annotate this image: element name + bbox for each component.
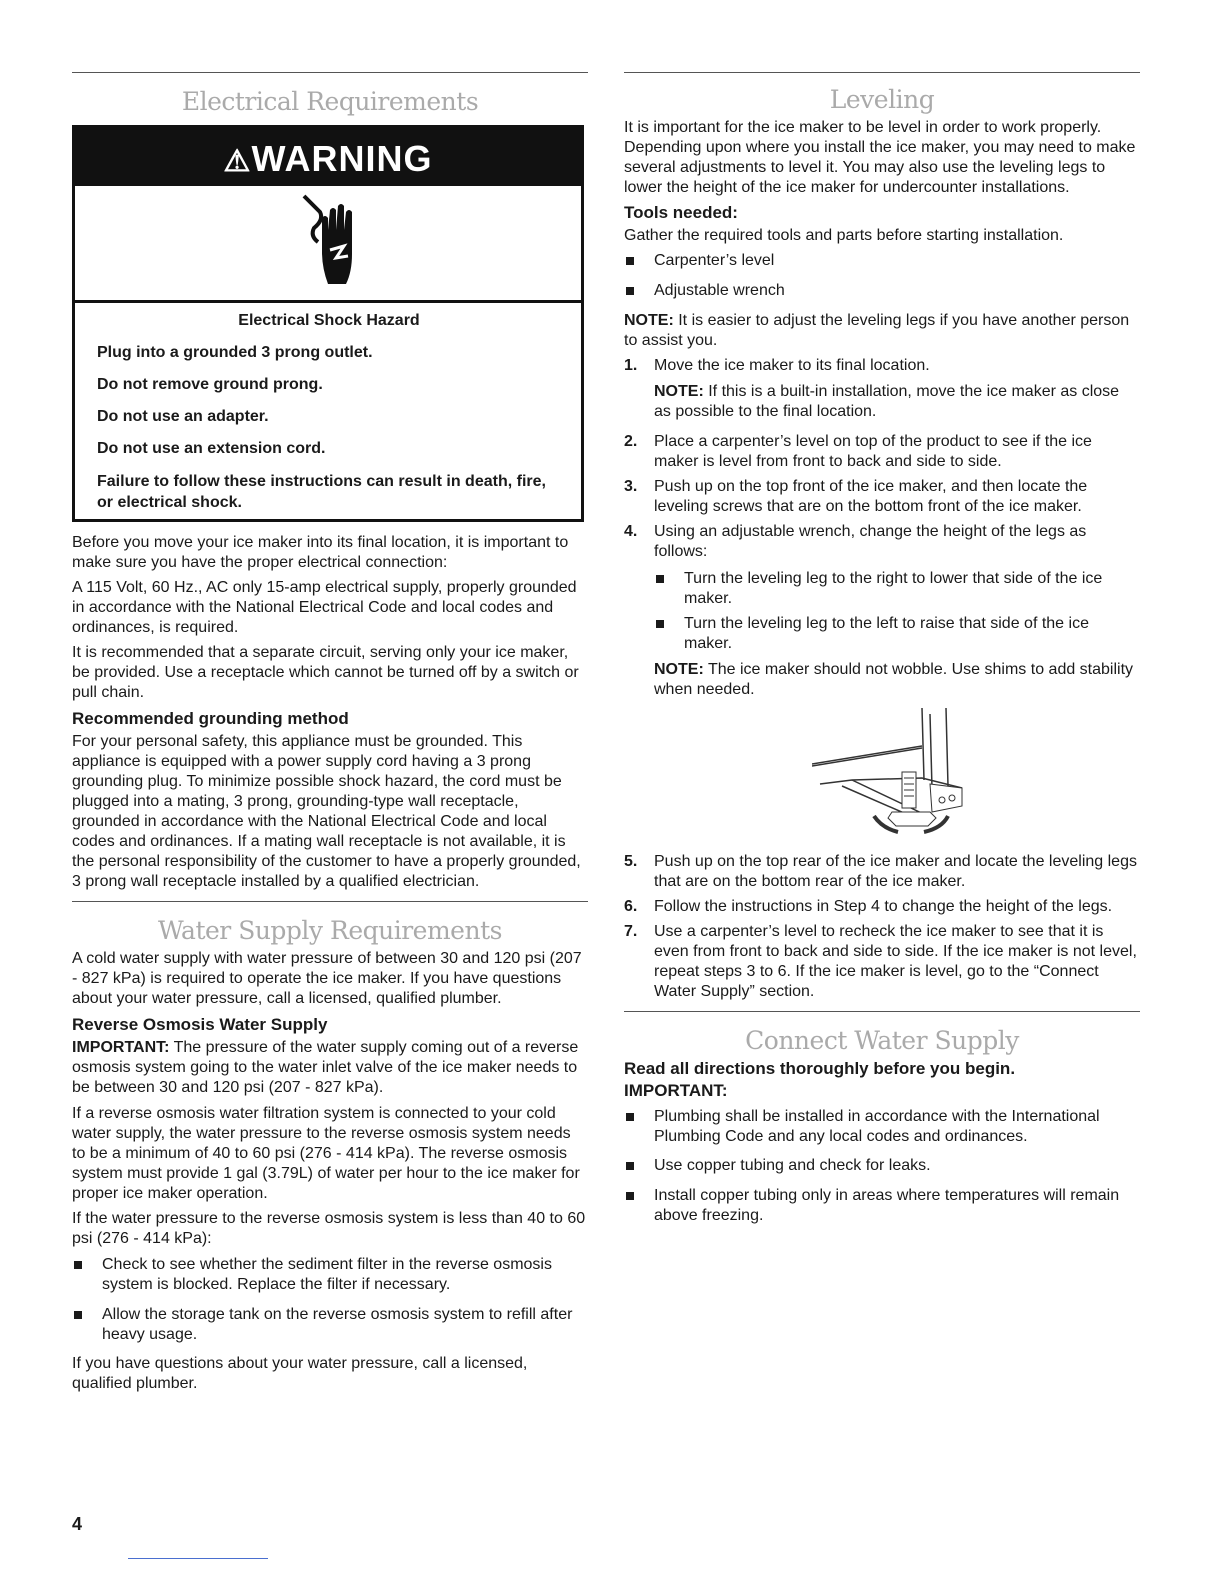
paragraph: For your personal safety, this appliance must be grounded. This appliance is equipped with a power supply cord having a 3 prong grounding plug. To minimize possible shock hazard, the cord must be plugged into a mating, 3 prong, grounding-type wall receptacle, grounded in accordance with the National Electrical Code and local codes and ordinances. If a mating wall receptacle is not available, it is the personal responsibility of the customer to have a properly grounded, 3 prong wall receptacle installed by a qualified electrician. xyxy=(72,733,581,890)
warning-header: ⚠WARNING xyxy=(75,128,581,186)
connect-bullet: Use copper tubing and check for leaks. xyxy=(624,1156,1140,1176)
section-heading-electrical: Electrical Requirements xyxy=(181,87,479,116)
leveling-leg-illustration xyxy=(624,708,1140,838)
top-rule-left xyxy=(72,72,588,73)
right-column xyxy=(624,72,1140,1226)
note: NOTE: It is easier to adjust the leveling legs if you have another person to assist you. xyxy=(624,312,1130,349)
subheading-grounding: Recommended grounding method xyxy=(72,709,349,728)
paragraph: If the water pressure to the reverse osmosis system is less than 40 to 60 psi (276 - 414 kPa): xyxy=(72,1210,586,1247)
section-rule xyxy=(624,1011,1140,1012)
bottom-link-line xyxy=(128,1558,268,1559)
step-1: 1. Move the ice maker to its final location. xyxy=(624,357,930,374)
warning-box xyxy=(72,125,584,522)
subheading-reverse-osmosis: Reverse Osmosis Water Supply xyxy=(72,1015,328,1034)
step-2: 2. Place a carpenter’s level on top of the product to see if the ice maker is level from front to back and side to side. xyxy=(624,433,1092,470)
step-4-note: NOTE: The ice maker should not wobble. Use shims to add stability when needed. xyxy=(654,661,1134,698)
left-column xyxy=(72,72,588,1394)
top-rule-right xyxy=(624,72,1140,73)
warning-line: Do not use an adapter. xyxy=(97,408,269,425)
warning-line: Plug into a grounded 3 prong outlet. xyxy=(97,344,373,361)
tool-item: Carpenter’s level xyxy=(624,251,1140,271)
paragraph: If you have questions about your water pressure, call a licensed, qualified plumber. xyxy=(72,1355,528,1392)
section-heading-water-supply: Water Supply Requirements xyxy=(158,916,502,945)
tool-item: Adjustable wrench xyxy=(624,281,1140,301)
step-7: 7. Use a carpenter’s level to recheck the ice maker to see that it is even from front to back and side to side. If the ice maker is not level, repeat steps 3 to 6. If the ice maker is level, go to the “Connect Water Supply” section. xyxy=(624,923,1137,1000)
step-3: 3. Push up on the top front of the ice maker, and then locate the leveling screws that are on the bottom front of the ice maker. xyxy=(624,478,1088,515)
paragraph: IMPORTANT: The pressure of the water supply coming out of a reverse osmosis system going to the water inlet valve of the ice maker needs to be between 30 and 120 psi (207 - 827 kPa). xyxy=(72,1039,579,1096)
step-6: 6. Follow the instructions in Step 4 to change the height of the legs. xyxy=(624,898,1113,915)
paragraph: Before you move your ice maker into its final location, it is important to make sure you have the proper electrical connection: xyxy=(72,534,569,571)
section-heading-leveling: Leveling xyxy=(829,85,935,114)
hazard-title: Electrical Shock Hazard xyxy=(238,312,420,329)
warning-line: Failure to follow these instructions can result in death, fire, or electrical shock. xyxy=(97,473,546,511)
electrical-shock-hand-icon xyxy=(75,186,581,303)
bullet-item: Check to see whether the sediment filter in the reverse osmosis system is blocked. Replace the filter if necessary. xyxy=(72,1255,588,1295)
step-4-bullet: Turn the leveling leg to the left to raise that side of the ice maker. xyxy=(654,614,1140,654)
step-4: 4. Using an adjustable wrench, change the height of the legs as follows: xyxy=(624,523,1087,560)
paragraph: A cold water supply with water pressure of between 30 and 120 psi (207 - 827 kPa) is required to operate the ice maker. If you have questions about your water pressure, call a licensed, qualified plumber. xyxy=(72,950,582,1007)
warning-line: Do not use an extension cord. xyxy=(97,440,326,457)
read-all-directions: Read all directions thoroughly before you begin. xyxy=(624,1059,1016,1078)
section-rule xyxy=(72,901,588,902)
connect-bullet: Plumbing shall be installed in accordance with the International Plumbing Code and any local codes and ordinances. xyxy=(624,1107,1140,1147)
connect-bullet: Install copper tubing only in areas where temperatures will remain above freezing. xyxy=(624,1186,1140,1226)
page-number: 4 xyxy=(72,1514,83,1534)
step-1-note: NOTE: If this is a built-in installation, move the ice maker as close as possible to the final location. xyxy=(654,383,1120,420)
step-4-bullet: Turn the leveling leg to the right to lower that side of the ice maker. xyxy=(654,569,1140,609)
paragraph: It is important for the ice maker to be level in order to work properly. Depending upon where you install the ice maker, you may need to make several adjustments to level it. You may also use the leveling legs to lower the height of the ice maker for undercounter installations. xyxy=(624,119,1136,196)
paragraph: Gather the required tools and parts before starting installation. xyxy=(624,227,1064,244)
warning-line: Do not remove ground prong. xyxy=(97,376,323,393)
section-heading-connect-water: Connect Water Supply xyxy=(745,1026,1019,1055)
paragraph: It is recommended that a separate circuit, serving only your ice maker, be provided. Use a receptacle which cannot be turned off by a switch or pull chain. xyxy=(72,644,579,701)
warning-triangle-icon: ⚠ xyxy=(223,145,252,178)
subheading-tools: Tools needed: xyxy=(624,203,738,222)
paragraph: If a reverse osmosis water filtration system is connected to your cold water supply, the water pressure to the reverse osmosis system needs to be a minimum of 40 to 60 psi (276 - 414 kPa). The reverse osmosis system must provide 1 gal (3.79L) of water per hour to the ice maker for proper ice maker operation. xyxy=(72,1105,580,1202)
step-5: 5. Push up on the top rear of the ice maker and locate the leveling legs that are on the bottom rear of the ice maker. xyxy=(624,853,1137,890)
important-label: IMPORTANT: xyxy=(624,1081,728,1100)
paragraph: A 115 Volt, 60 Hz., AC only 15-amp electrical supply, properly grounded in accordance with the National Electrical Code and local codes and ordinances, is required. xyxy=(72,579,577,636)
bullet-item: Allow the storage tank on the reverse osmosis system to refill after heavy usage. xyxy=(72,1305,588,1345)
